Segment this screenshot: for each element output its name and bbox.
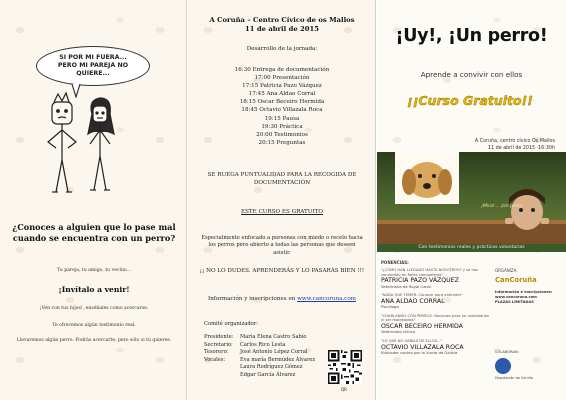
committee-role: Secretario: [204,341,233,348]
bubble-line: QUIERE... [76,70,110,77]
committee-row [204,334,315,342]
event-venue: A Coruña – Centro Cívico de os Mallos [209,16,355,24]
speaker-entry [381,268,491,289]
qr-label: QR [341,387,347,392]
event-title [188,16,376,34]
organizer-block [495,268,563,304]
schedule-heading: Desarrollo de la jornada: [246,46,318,52]
speaker-name: OCTAVIO VILLAZALA ROCA [381,343,464,351]
cover-subtitle: Aprende a convivir con ellos [420,70,523,79]
sponsor-label: COLABORAN: [495,350,519,354]
speaker-role: Educador canino por la Xunta de Galicia [381,349,458,355]
committee-role [204,364,240,372]
speakers-heading: PONENCIAS: [381,260,409,265]
schedule-item: 17:15 Patricia Pazo Vázquez [242,83,322,90]
schedule-item: 17:45 Ana Aldao Corral [248,91,316,98]
speakers-list [381,268,491,360]
location-line: A Coruña, centro cívico Os Mallos [474,139,555,144]
sponsor-block [495,350,563,380]
left-panel [0,0,187,400]
speaker-topic: "LO QUE NO SABÍAS DE ELLOS..." [381,338,443,343]
schedule-item: 19:30 Práctica [261,123,303,130]
speaker-entry [381,314,491,335]
schedule-item: 18:15 Oscar Beceiro Hermida [239,99,325,106]
committee-heading: Comité organizador: [204,321,258,327]
dog-and-boy-illustration [377,152,566,244]
info-line [192,296,372,302]
committee-role [204,372,240,380]
speaker-role: Veterinaria de Royal Canin [381,283,432,289]
schedule-item: 20:15 Preguntas [258,139,306,146]
middle-panel [188,0,376,400]
dont-doubt-text: ¡¡ NO LO DUDES. APRENDERÁS Y LO PASARÁS BIEN !!! [199,268,365,274]
committee-row [204,364,315,372]
organizer-logo: CanCoruña [495,276,537,284]
qr-code-icon[interactable] [328,350,362,384]
left-text-dog: Llevaremos algún perro. Podrás acercarte, pero sólo si tú quieres. [16,338,172,343]
organizer-website[interactable]: www.cancoruna.com [495,294,537,299]
committee-list [204,334,315,380]
speaker-topic: "CHARLANDO CON PERROS. Nociones para no molestarlos ni ser molestados" [381,313,489,323]
date-line: 11 de abril de 2015 ·16:30h [488,146,555,151]
organizer-info-line: Información e inscripciones: [495,290,553,294]
committee-row [204,349,315,357]
speaker-topic: "¿CÓMO HAN LLEGADO HASTA NOSOTROS? y se han convertido en fieles compañeros" [381,268,479,277]
left-text-partner: Tu pareja, tu amigo, tu vecino… [56,268,132,273]
committee-role: Vocales: [204,356,226,363]
speaker-topic: "NADA QUE TEMER. Conocer para entender" [381,293,463,298]
punctuality-notice: SE RUEGA PUNTUALIDAD PARA LA RECOGIDA DE DOCUMENTACIÓN [207,172,357,186]
sponsor-logo-icon [495,358,511,374]
committee-member: José Antonio López Corral [240,349,308,356]
speaker-name: PATRICIA PAZO VÁZQUEZ [381,277,459,285]
committee-member: Laura Rodríguez Gómez [240,364,303,371]
committee-role: Presidente: [204,334,234,340]
speaker-entry [381,293,491,310]
left-text-children: ¡Ven con tus hijos!, enséñales como acercarse. [39,306,149,311]
schedule-list [188,66,376,147]
free-course-notice: ESTE CURSO ES GRATUITO [241,209,323,215]
course-description: Especialmente enfocado a personas con miedo o recelo hacia los perros pero abierto a todas las personas que deseen asistir. [201,235,363,256]
event-date: 11 de abril de 2015 [245,25,319,33]
schedule-item: 19:15 Pausa [264,115,300,122]
info-prefix: Información y inscripciones en [207,296,298,302]
schedule-item: 16:30 Entrega de documentación [234,67,330,73]
invite-heading: ¡Invítalo a venir! [58,285,130,294]
cover-title: ¡Uy!, ¡Un perro! [395,26,548,46]
schedule-item: 17:00 Presentación [254,75,310,82]
committee-row [204,372,315,380]
speaker-name: ANA ALDAO CORRAL [381,297,445,305]
cover-location [421,138,561,152]
left-text-testimony: Te ofrecemos algún testimonio real. [52,323,136,328]
bubble-line: SI POR MI FUERA... [59,54,127,61]
bubble-line: PERO MI PAREJA NO [57,62,129,69]
photo-caption: ¡Mira!... ¡Un perro [481,204,523,209]
sponsor-name: Deputación da Coruña [495,376,534,380]
committee-member: Carlos Rico Lesta [240,341,286,348]
speaker-name: OSCAR BECEIRO HERMIDA [381,322,463,330]
speaker-role: Psicóloga [381,304,399,310]
testimonials-band: Con testimonios reales y prácticas voluntarias [377,244,566,252]
speaker-role: Veterinario clínico [381,329,416,335]
website-link[interactable]: www.cancoruna.com [297,296,356,302]
committee-member: Edgar García Álvarez [240,371,296,378]
committee-member: Eva maría Bermúdez Álvarez [240,356,316,363]
speaker-entry [381,339,491,356]
schedule-item: 18:45 Octavio Villazala Roca [241,107,323,114]
speech-bubble [36,46,150,86]
free-course-banner: ¡¡Curso Gratuito!! [407,93,534,108]
limited-places: PLAZAS LIMITADAS [495,299,534,304]
cartoon-couple-illustration [36,90,136,200]
cover-photo [377,152,566,244]
organizer-label: ORGANIZA: [495,268,518,273]
schedule-item: 20:00 Testimonios [256,131,308,138]
committee-role: Tesorero: [204,349,229,356]
left-heading: ¿Conoces a alguien que lo pase mal cuando se encuentra con un perro? [12,222,176,243]
committee-member: María Elena Castro Sabío [240,334,307,340]
right-panel [377,0,566,400]
organizer-info [495,290,563,304]
